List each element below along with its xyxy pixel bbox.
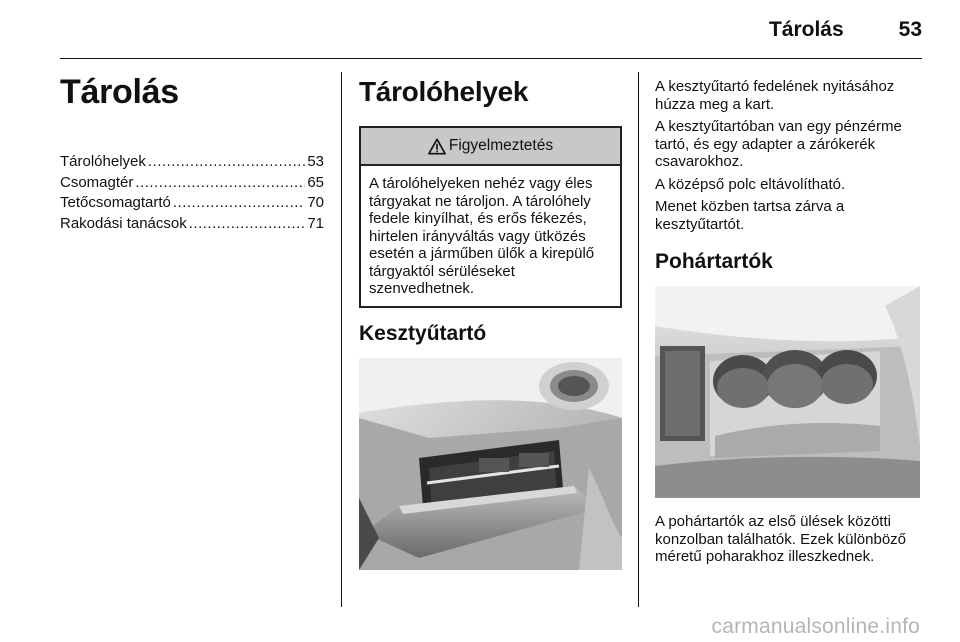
paragraph: A kesztyűtartóban van egy pénzérme tartó, és egy adapter a zárókerék csavarokhoz. <box>655 118 902 170</box>
toc-leader-dots <box>148 152 305 173</box>
toc-entry-page: 71 <box>307 214 324 232</box>
subsection-title-cupholders: Pohártartók <box>655 250 773 273</box>
warning-triangle-icon <box>428 138 446 155</box>
toc-entry-page: 53 <box>307 153 324 170</box>
toc-entry-page: 65 <box>307 173 324 191</box>
column-divider-2 <box>638 72 639 607</box>
paragraph: Menet közben tartsa zárva a kesztyűtartót. <box>655 198 845 233</box>
toc-entry[interactable] <box>60 214 324 235</box>
running-header <box>60 18 922 48</box>
toc-entry-page: 70 <box>307 194 324 211</box>
toc-leader-dots <box>173 193 305 214</box>
toc-entry-label: Tetőcsomagtartó <box>60 194 171 211</box>
subsection-title-glovebox: Kesztyűtartó <box>359 321 487 345</box>
toc-entry[interactable] <box>60 152 324 173</box>
header-page-number: 53 <box>898 18 922 41</box>
cupholders-description: A pohártartók az első ülések közötti konzolban találhatók. Ezek különböző méretű poharakhoz illeszkednek. <box>655 513 907 565</box>
warning-heading: Figyelmeztetés <box>448 137 554 154</box>
toc-entry[interactable] <box>60 173 324 194</box>
column-storage-compartments <box>359 70 622 570</box>
paragraph: A középső polc eltávolítható. <box>655 175 846 193</box>
header-section-title: Tárolás <box>768 18 844 41</box>
section-title: Tárolóhelyek <box>359 76 529 107</box>
toc-entry-label: Rakodási tanácsok <box>60 214 187 232</box>
column-chapter-contents <box>60 70 324 234</box>
glovebox-photo <box>359 358 622 570</box>
paragraph: A kesztyűtartó fedelének nyitásához húzza meg a kart. <box>655 78 895 113</box>
table-of-contents <box>60 152 324 234</box>
toc-entry[interactable] <box>60 193 324 214</box>
toc-entry-label: Tárolóhelyek <box>60 153 146 170</box>
warning-box <box>359 126 622 308</box>
column-glovebox-cupholders <box>655 70 925 566</box>
cupholders-photo <box>655 286 920 498</box>
column-divider-1 <box>341 72 342 607</box>
warning-header <box>361 128 620 166</box>
toc-entry-label: Csomagtér <box>60 173 134 191</box>
toc-leader-dots <box>189 214 306 235</box>
toc-leader-dots <box>135 173 305 194</box>
chapter-title: Tárolás <box>60 73 179 111</box>
watermark: carmanualsonline.info <box>711 615 920 638</box>
warning-text: A tárolóhelyeken nehéz vagy éles tárgyakat ne tároljon. A tárolóhely fedele kinyílhat, és erős fékezés, hirtelen irányváltás vagy ütközés esetén a járműben ülők a kirepülő tárgyaktól sérüléseket szenvedhetnek. <box>369 175 595 297</box>
header-rule <box>60 58 922 59</box>
